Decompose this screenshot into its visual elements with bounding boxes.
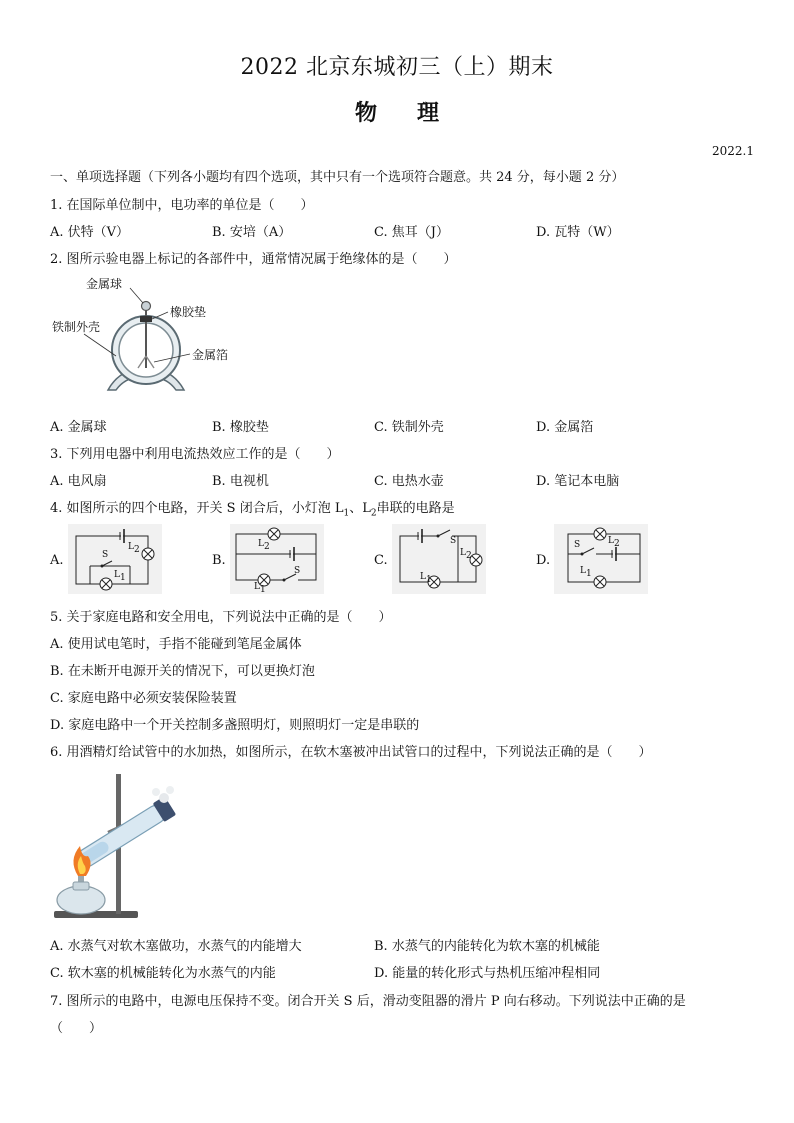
circuit-d-label-s: S	[574, 540, 581, 550]
circuit-label-sub: 2	[263, 541, 270, 552]
page-title: 2022 北京东城初三（上）期末	[240, 55, 554, 80]
circuit-label-l: L	[128, 542, 134, 552]
circuit-a-label-l2	[128, 542, 140, 555]
circuit-d-label-l1	[580, 566, 592, 579]
label-metal-foil: 金属箔	[192, 348, 229, 362]
q4-option-b: B.	[212, 553, 226, 568]
q4-stem-sub: 2	[370, 508, 377, 519]
circuit-label-l: L	[254, 582, 260, 592]
q4-option-a: A.	[50, 553, 64, 568]
circuit-label-sub: 1	[585, 568, 592, 579]
q1-stem: 1. 在国际单位制中，电功率的单位是（ ）	[50, 198, 314, 213]
q6-option-c: C. 软木塞的机械能转化为水蒸气的内能	[50, 966, 276, 981]
q1-option-b: B. 安培（A）	[212, 225, 292, 240]
q1-option-d: D. 瓦特（W）	[536, 225, 620, 240]
electroscope-drawing	[50, 272, 250, 404]
circuit-d	[554, 524, 648, 594]
circuit-a-label-l1	[114, 570, 126, 583]
test-tube-heating-figure	[50, 768, 190, 926]
circuit-label-l: L	[580, 566, 586, 576]
q3-stem: 3. 下列用电器中利用电流热效应工作的是（ ）	[50, 447, 340, 462]
circuit-label-l: L	[460, 548, 466, 558]
q5-stem: 5. 关于家庭电路和安全用电，下列说法中正确的是（ ）	[50, 610, 392, 625]
q7-stem-cont: （ ）	[50, 1021, 103, 1036]
q4-option-d: D.	[536, 553, 551, 568]
circuit-c-drawing	[392, 524, 486, 594]
label-metal-ball: 金属球	[86, 277, 123, 291]
label-rubber-pad: 橡胶垫	[170, 305, 207, 319]
q3-option-a: A. 电风扇	[50, 474, 107, 489]
label-iron-shell: 铁制外壳	[52, 320, 101, 334]
circuit-c	[392, 524, 486, 594]
circuit-label-sub: 1	[119, 572, 126, 583]
circuit-d-drawing	[554, 524, 648, 594]
q3-option-d: D. 笔记本电脑	[536, 474, 620, 489]
circuit-b-drawing	[230, 524, 324, 594]
q6-option-d: D. 能量的转化形式与热机压缩冲程相同	[374, 966, 601, 981]
circuit-label-sub: 1	[259, 584, 266, 595]
q3-option-c: C. 电热水壶	[374, 474, 444, 489]
circuit-c-label-l1	[420, 572, 432, 585]
circuit-b-label-l1	[254, 582, 266, 595]
circuit-c-label-l2	[460, 548, 472, 561]
q2-option-a: A. 金属球	[50, 420, 107, 435]
circuit-label-l: L	[420, 572, 426, 582]
q6-stem: 6. 用酒精灯给试管中的水加热，如图所示，在软木塞被冲出试管口的过程中，下列说法正确的是（ ）	[50, 745, 652, 760]
q2-option-b: B. 橡胶垫	[212, 420, 269, 435]
q4-option-c: C.	[374, 553, 388, 568]
section-heading: 一、单项选择题（下列各小题均有四个选项，其中只有一个选项符合题意。共 24 分，每小题 2 分）	[50, 170, 625, 185]
q6-option-a: A. 水蒸气对软木塞做功，水蒸气的内能增大	[50, 939, 302, 954]
circuit-b-label-l2	[258, 539, 270, 552]
circuit-label-sub: 2	[613, 538, 620, 549]
circuit-label-sub: 2	[133, 544, 140, 555]
q4-stem	[50, 497, 455, 519]
q5-option-c: C. 家庭电路中必须安装保险装置	[50, 691, 237, 706]
q4-stem-part: 串联的电路是	[376, 501, 455, 516]
exam-date: 2022.1	[712, 144, 754, 158]
q3-option-b: B. 电视机	[212, 474, 269, 489]
circuit-d-label-l2	[608, 536, 620, 549]
circuit-c-label-s: S	[450, 536, 457, 546]
q5-option-a: A. 使用试电笔时，手指不能碰到笔尾金属体	[50, 637, 302, 652]
circuit-a	[68, 524, 162, 594]
test-tube-heating-drawing	[50, 768, 190, 926]
circuit-label-sub: 1	[425, 574, 432, 585]
q2-stem: 2. 图所示验电器上标记的各部件中，通常情况属于绝缘体的是（ ）	[50, 252, 457, 267]
circuit-label-l: L	[258, 539, 264, 549]
q1-option-a: A. 伏特（V）	[50, 225, 130, 240]
circuit-label-l: L	[608, 536, 614, 546]
circuit-a-label-s: S	[102, 550, 109, 560]
circuit-b	[230, 524, 324, 594]
subject-title: 物理	[354, 100, 479, 126]
q4-stem-part: 4. 如图所示的四个电路，开关 S 闭合后，小灯泡 L	[50, 501, 344, 516]
circuit-label-sub: 2	[465, 550, 472, 561]
q1-option-c: C. 焦耳（J）	[374, 225, 449, 240]
q4-stem-sub: 1	[343, 508, 350, 519]
q4-stem-part: 、L	[349, 501, 371, 516]
electroscope-figure	[50, 272, 250, 404]
circuit-a-drawing	[68, 524, 162, 594]
q7-stem: 7. 图所示的电路中，电源电压保持不变。闭合开关 S 后，滑动变阻器的滑片 P 向右移动。下列说法中正确的是	[50, 994, 686, 1009]
circuit-b-label-s: S	[294, 566, 301, 576]
q6-option-b: B. 水蒸气的内能转化为软木塞的机械能	[374, 939, 600, 954]
q5-option-d: D. 家庭电路中一个开关控制多盏照明灯，则照明灯一定是串联的	[50, 718, 420, 733]
q2-option-c: C. 铁制外壳	[374, 420, 444, 435]
q5-option-b: B. 在未断开电源开关的情况下，可以更换灯泡	[50, 664, 315, 679]
q2-option-d: D. 金属箔	[536, 420, 594, 435]
circuit-label-l: L	[114, 570, 120, 580]
